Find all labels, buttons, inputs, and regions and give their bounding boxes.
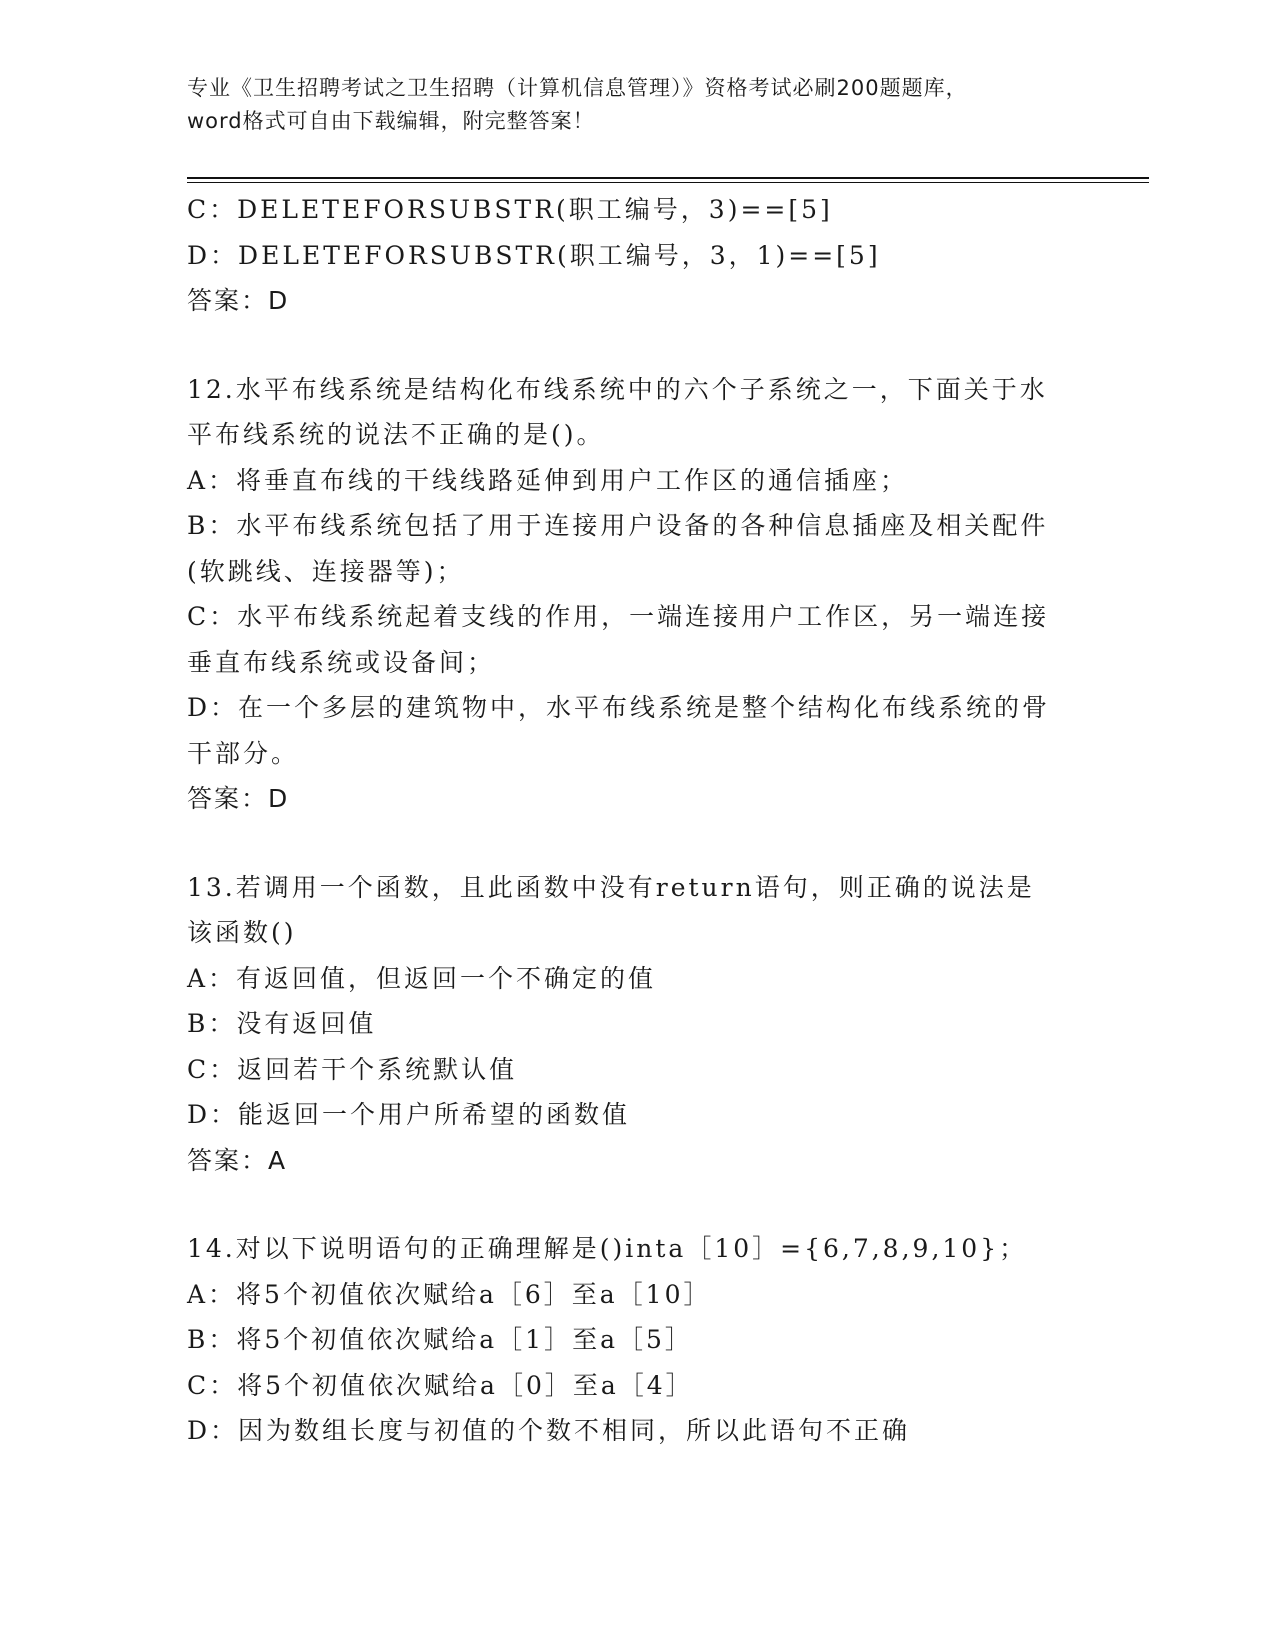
document-body <box>187 187 1067 1454</box>
option-c: C：DELETEFORSUBSTR(职工编号，3)==[5] <box>187 195 833 224</box>
option-a: A：将5个初值依次赋给a［6］至a［10］ <box>187 1279 712 1309</box>
header-divider-thick <box>187 177 1149 179</box>
previous-question-tail <box>187 187 1067 324</box>
option-b: B：将5个初值依次赋给a［1］至a［5］ <box>187 1325 693 1354</box>
option-d: D：因为数组长度与初值的个数不相同，所以此语句不正确 <box>187 1416 911 1445</box>
option-a: A：将垂直布线的干线线路延伸到用户工作区的通信插座； <box>187 465 909 495</box>
header-line-1: 专业《卫生招聘考试之卫生招聘（计算机信息管理）》资格考试必刷200题题库， <box>187 76 968 100</box>
answer-line: 答案：D <box>187 286 290 315</box>
question-12 <box>187 367 1067 822</box>
question-14 <box>187 1226 1067 1454</box>
option-c: C：将5个初值依次赋给a［0］至a［4］ <box>187 1370 694 1400</box>
question-stem: 12.水平布线系统是结构化布线系统中的六个子系统之一，下面关于水 <box>187 374 1048 404</box>
option-d: D：DELETEFORSUBSTR(职工编号，3，1)==[5] <box>187 240 881 270</box>
question-13 <box>187 865 1067 1184</box>
option-d: D：在一个多层的建筑物中，水平布线系统是整个结构化布线系统的骨 <box>187 693 1051 722</box>
option-d-cont: 干部分。 <box>187 738 300 768</box>
answer-line: 答案：D <box>187 784 290 813</box>
option-a: A：有返回值，但返回一个不确定的值 <box>187 963 657 993</box>
option-b: B：没有返回值 <box>187 1009 377 1038</box>
question-stem: 13.若调用一个函数，且此函数中没有return语句，则正确的说法是 <box>187 872 1035 902</box>
answer-line: 答案：A <box>187 1145 288 1175</box>
option-c: C：水平布线系统起着支线的作用，一端连接用户工作区，另一端连接 <box>187 602 1050 631</box>
option-b-cont: (软跳线、连接器等)； <box>187 556 465 586</box>
question-stem: 14.对以下说明语句的正确理解是()inta［10］={6,7,8,9,10}； <box>187 1234 1028 1263</box>
question-stem: 平布线系统的说法不正确的是()。 <box>187 420 605 449</box>
page-header <box>187 72 1087 138</box>
header-line-2: word格式可自由下载编辑，附完整答案！ <box>187 109 595 133</box>
option-b: B：水平布线系统包括了用于连接用户设备的各种信息插座及相关配件 <box>187 511 1049 540</box>
option-d: D：能返回一个用户所希望的函数值 <box>187 1100 631 1129</box>
header-divider-thin <box>187 182 1149 183</box>
question-stem: 该函数() <box>187 918 297 947</box>
option-c-cont: 垂直布线系统或设备间； <box>187 647 496 677</box>
option-c: C：返回若干个系统默认值 <box>187 1054 518 1084</box>
